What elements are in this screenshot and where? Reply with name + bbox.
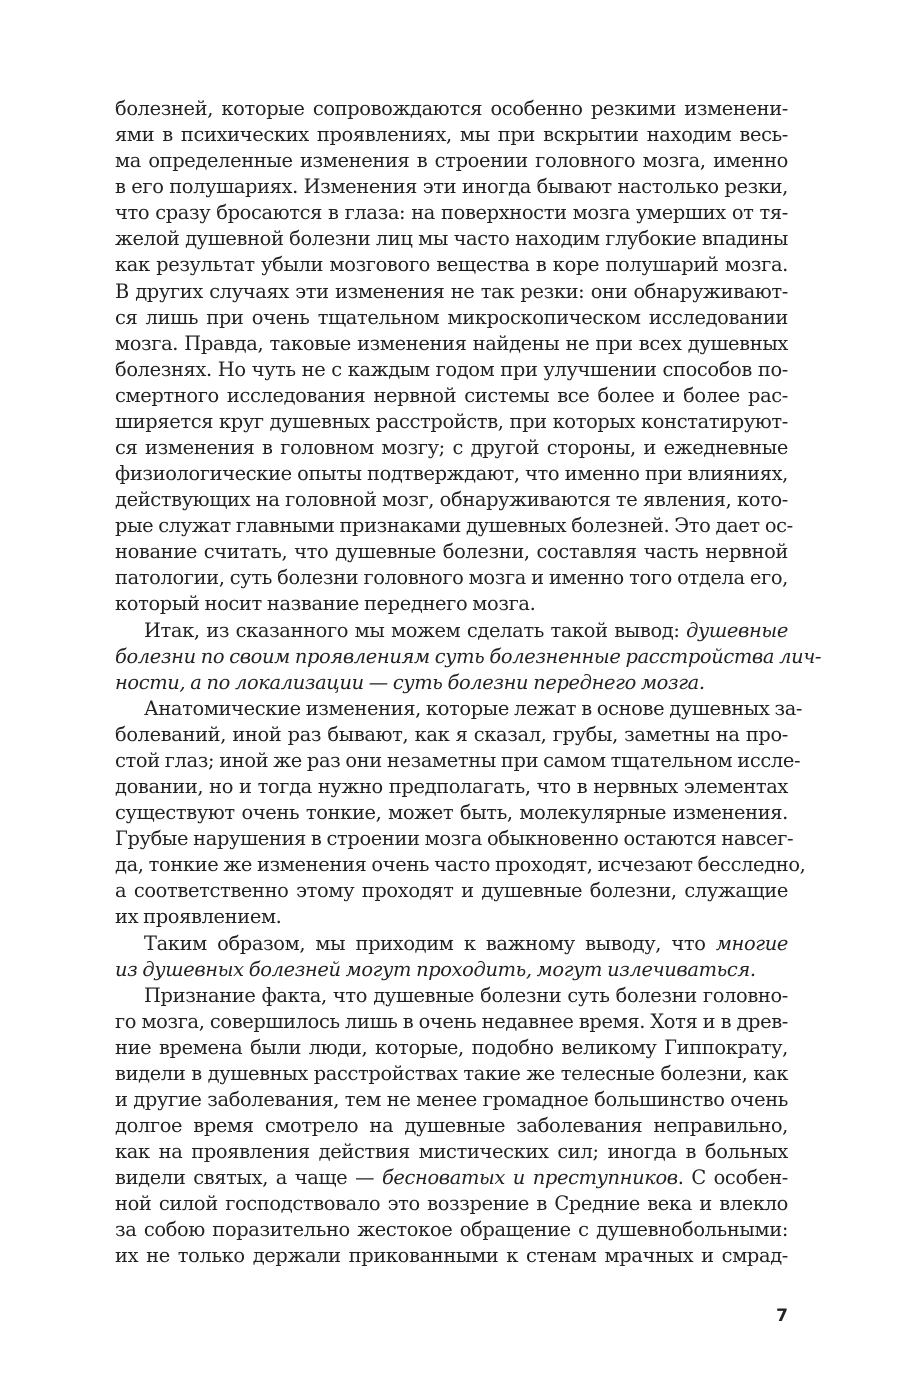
text-run: Грубые нарушения в строении мозга обыкновенно остаются навсег- [115, 827, 794, 851]
text-run: видели святых, а чаще — [115, 1166, 382, 1190]
text-line [115, 200, 788, 226]
page-body [115, 96, 822, 1270]
text-line [115, 461, 788, 487]
text-line [115, 174, 788, 200]
text-run: физиологические опыты подтверждают, что именно при влияниях, [115, 462, 788, 486]
text-line [115, 279, 788, 305]
text-line [115, 435, 788, 461]
emphasized-text: ности, а по локализации — суть болезни переднего мозга. [115, 670, 705, 694]
text-run: ся изменения в головном мозгу; с другой стороны, и ежедневные [115, 436, 788, 460]
text-line [115, 696, 803, 722]
text-run: действующих на головной мозг, обнаруживаются те явления, кото- [115, 488, 788, 512]
text-line [115, 331, 788, 357]
text-run: долгое время смотрело на душевные заболевания неправильно, [115, 1114, 788, 1138]
text-line [115, 644, 822, 670]
text-line [115, 670, 788, 696]
text-line [115, 1061, 788, 1087]
text-run: за собою поразительно жестокое обращение с душевнобольными: [115, 1218, 788, 1242]
text-line [115, 618, 788, 644]
text-run: Анатомические изменения, которые лежат в основе душевных за- [144, 696, 803, 720]
emphasized-text: душевные [686, 618, 788, 642]
text-line [115, 96, 788, 122]
text-line [115, 513, 793, 539]
text-run: Итак, из сказанного мы можем сделать такой вывод: [144, 618, 687, 642]
text-line [115, 1113, 788, 1139]
text-run: ями в психических проявлениях, мы при вскрытии находим весь- [115, 123, 788, 147]
text-run: нование считать, что душевные болезни, составляя часть нервной [115, 540, 788, 564]
text-run: видели в душевных расстройствах такие же телесные болезни, как [115, 1061, 788, 1085]
text-run: болезнях. Но чуть не с каждым годом при улучшении способов по- [115, 357, 788, 381]
text-run: желой душевной болезни лиц мы часто находим глубокие впадины [115, 227, 788, 251]
text-line [115, 487, 788, 513]
text-run: существуют очень тонкие, может быть, молекулярные изменения. [115, 801, 788, 825]
text-line [115, 800, 788, 826]
text-run: рые служат главными признаками душевных болезней. Это дает ос- [115, 514, 793, 538]
text-line [115, 774, 788, 800]
text-line [115, 539, 788, 565]
text-line [115, 878, 788, 904]
text-line [115, 591, 788, 617]
paragraph [115, 96, 793, 618]
text-run: болеваний, иной раз бывают, как я сказал, грубы, заметны на про- [115, 722, 788, 746]
text-run: как результат убыли мозгового вещества в коре полушарий мозга. [115, 253, 788, 277]
text-line [115, 1243, 788, 1269]
text-run: в его полушариях. Изменения эти иногда бывают настолько резки, [115, 175, 788, 199]
text-run: который носит название переднего мозга. [115, 592, 536, 616]
text-line [115, 1165, 788, 1191]
text-line [115, 148, 788, 174]
text-run: их проявлением. [115, 905, 282, 929]
text-line [115, 1217, 788, 1243]
text-run: ной силой господствовало это воззрение в Средние века и влекло [115, 1192, 788, 1216]
text-line [115, 852, 806, 878]
text-run: смертного исследования нервной системы все более и более рас- [115, 383, 788, 407]
text-line [115, 357, 788, 383]
text-line [115, 383, 788, 409]
text-line [115, 748, 801, 774]
text-run: ся лишь при очень тщательном микроскопическом исследовании [115, 305, 788, 329]
text-run: патологии, суть болезни головного мозга и именно того отдела его, [115, 566, 788, 590]
text-line [115, 904, 788, 930]
text-line [115, 1009, 788, 1035]
text-run: как на проявления действия мистических сил; иногда в больных [115, 1140, 788, 1164]
text-line [115, 565, 788, 591]
paragraph [115, 618, 822, 696]
text-line [115, 1087, 788, 1113]
text-run: Признание факта, что душевные болезни суть болезни головно- [144, 983, 788, 1007]
paragraph [115, 696, 806, 931]
text-run: их не только держали прикованными к стенам мрачных и смрад- [115, 1244, 788, 1268]
text-run: довании, но и тогда нужно предполагать, что в нервных элементах [115, 775, 788, 799]
emphasized-text: из душевных болезней могут проходить, могут излечиваться. [115, 957, 756, 981]
text-line [115, 826, 794, 852]
page-number: 7 [776, 1306, 788, 1326]
text-line [115, 1035, 788, 1061]
text-run: ширяется круг душевных расстройств, при которых констатируют- [115, 409, 788, 433]
text-line [115, 983, 788, 1009]
text-run: ние времена были люди, которые, подобно великому Гиппократу, [115, 1035, 788, 1059]
text-line [115, 1191, 788, 1217]
text-line [115, 1139, 788, 1165]
text-line [115, 305, 788, 331]
text-run: В других случаях эти изменения не так резки: они обнаруживают- [115, 279, 788, 303]
text-run: что сразу бросаются в глаза: на поверхности мозга умерших от тя- [115, 201, 788, 225]
paragraph [115, 983, 788, 1270]
text-run: Таким образом, мы приходим к важному выводу, что [144, 931, 716, 955]
text-line [115, 122, 788, 148]
text-run: го мозга, совершилось лишь в очень недавнее время. Хотя и в древ- [115, 1009, 788, 1033]
text-run: да, тонкие же изменения очень часто проходят, исчезают бесследно, [115, 853, 806, 877]
emphasized-text: болезни по своим проявлениям суть болезненные расстройства лич- [115, 644, 822, 668]
text-run: болезней, которые сопровождаются особенно резкими изменени- [115, 97, 788, 120]
text-run: мозга. Правда, таковые изменения найдены не при всех душевных [115, 331, 788, 355]
text-line [115, 252, 788, 278]
paragraph [115, 931, 788, 983]
text-line [115, 957, 788, 983]
text-line [115, 931, 788, 957]
emphasized-text: бесноватых и преступников [381, 1166, 678, 1190]
text-run: и другие заболевания, тем не менее громадное большинство очень [115, 1087, 788, 1111]
text-run: а соответственно этому проходят и душевные болезни, служащие [115, 879, 788, 903]
text-line [115, 226, 788, 252]
text-run: ма определенные изменения в строении головного мозга, именно [115, 149, 788, 173]
text-line [115, 722, 788, 748]
text-run: . С особен- [677, 1166, 788, 1190]
text-line [115, 409, 788, 435]
emphasized-text: многие [715, 931, 788, 955]
text-run: стой глаз; иной же раз они незаметны при самом тщательном иссле- [115, 748, 801, 772]
